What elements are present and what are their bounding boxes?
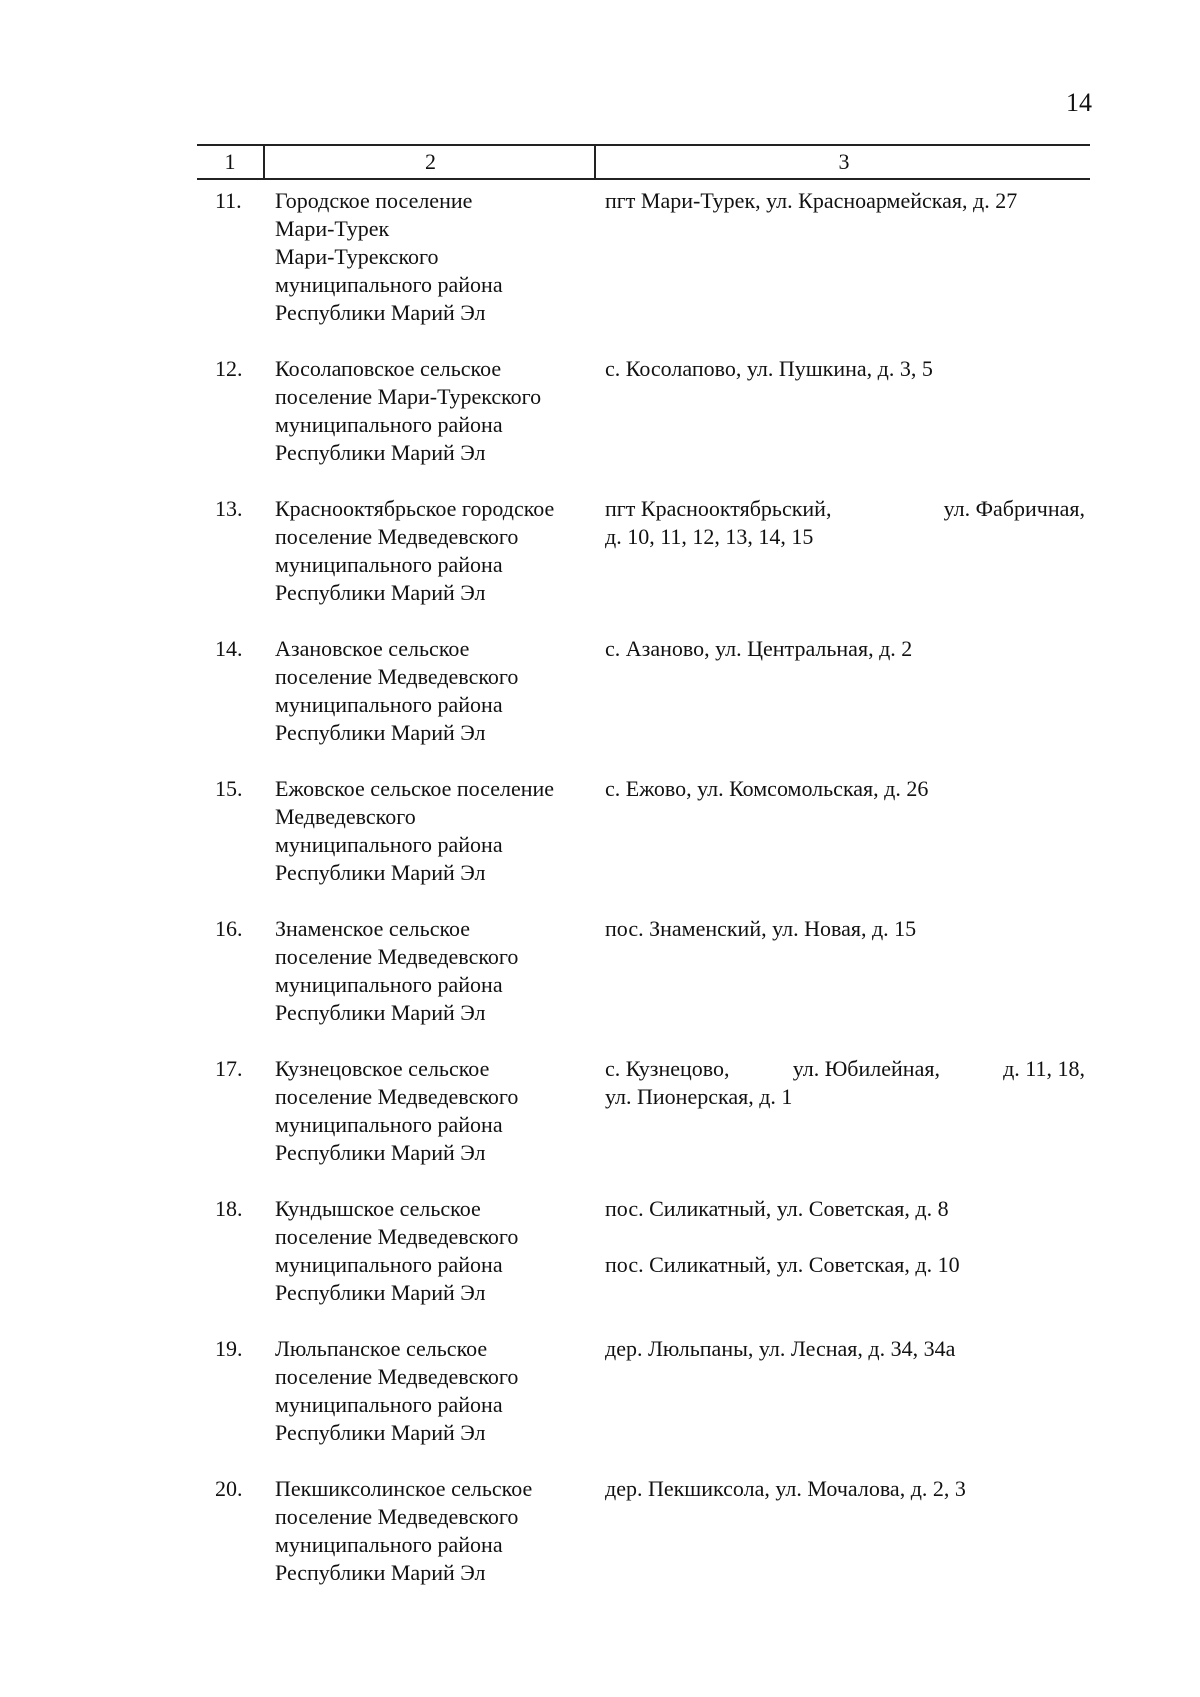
row-number: 12. — [215, 356, 243, 381]
settlement-address: дер. Пекшиксола, ул. Мочалова, д. 2, 3 — [605, 1476, 966, 1501]
settlement-address: с. Косолапово, ул. Пушкина, д. 3, 5 — [605, 356, 933, 381]
settlement-name: Азановское сельское поселение Медведевского муниципального района Республики Марий Эл — [275, 636, 519, 745]
table-header — [197, 144, 1090, 180]
table-row — [197, 915, 1090, 1055]
settlement-address: с. Азаново, ул. Центральная, д. 2 — [605, 636, 913, 661]
settlement-name: Пекшиксолинское сельское поселение Медведевского муниципального района Республики Марий Эл — [275, 1476, 533, 1585]
row-number: 16. — [215, 916, 243, 941]
table-row — [197, 1335, 1090, 1475]
row-number: 11. — [215, 188, 242, 213]
settlement-address: дер. Люльпаны, ул. Лесная, д. 34, 34а — [605, 1336, 956, 1361]
settlement-name: Люльпанское сельское поселение Медведевского муниципального района Республики Марий Эл — [275, 1336, 519, 1445]
row-number: 19. — [215, 1336, 243, 1361]
row-number: 14. — [215, 636, 243, 661]
settlement-name: Городское поселение Мари-Турек Мари-Турекского муниципального района Республики Марий Эл — [275, 188, 503, 325]
row-number: 15. — [215, 776, 243, 801]
settlement-name: Кундышское сельское поселение Медведевского муниципального района Республики Марий Эл — [275, 1196, 519, 1305]
row-number: 18. — [215, 1196, 243, 1221]
table-row — [197, 1195, 1090, 1335]
table-row — [197, 1055, 1090, 1195]
row-number: 13. — [215, 496, 243, 521]
header-col-1: 1 — [224, 149, 236, 174]
settlement-address: пгт Мари-Турек, ул. Красноармейская, д. 27 — [605, 188, 1018, 213]
table-row — [197, 775, 1090, 915]
row-number: 17. — [215, 1056, 243, 1081]
settlement-address: с. Ежово, ул. Комсомольская, д. 26 — [605, 776, 929, 801]
settlement-address: пгт Краснооктябрьский, ул. Фабричная, д. 10, 11, 12, 13, 14, 15 — [605, 496, 1085, 549]
settlement-table — [197, 187, 1090, 1615]
table-row — [197, 187, 1090, 355]
settlement-name: Краснооктябрьское городское поселение Медведевского муниципального района Республики Марий Эл — [275, 496, 555, 605]
header-col-3: 3 — [594, 146, 1092, 178]
page-number: 14 — [1066, 88, 1092, 117]
table-row — [197, 1475, 1090, 1615]
row-number: 20. — [215, 1476, 243, 1501]
settlement-address: пос. Знаменский, ул. Новая, д. 15 — [605, 916, 917, 941]
table-row — [197, 635, 1090, 775]
settlement-name: Кузнецовское сельское поселение Медведевского муниципального района Республики Марий Эл — [275, 1056, 519, 1165]
table-row — [197, 495, 1090, 635]
settlement-name: Знаменское сельское поселение Медведевского муниципального района Республики Марий Эл — [275, 916, 519, 1025]
table-row — [197, 355, 1090, 495]
settlement-address: пос. Силикатный, ул. Советская, д. 8 пос. Силикатный, ул. Советская, д. 10 — [605, 1196, 960, 1277]
settlement-name: Ежовское сельское поселение Медведевского муниципального района Республики Марий Эл — [275, 776, 555, 885]
settlement-address: с. Кузнецово, ул. Юбилейная, д. 11, 18, ул. Пионерская, д. 1 — [605, 1056, 1085, 1109]
header-col-2: 2 — [263, 146, 596, 178]
settlement-name: Косолаповское сельское поселение Мари-Турекского муниципального района Республики Марий Эл — [275, 356, 542, 465]
